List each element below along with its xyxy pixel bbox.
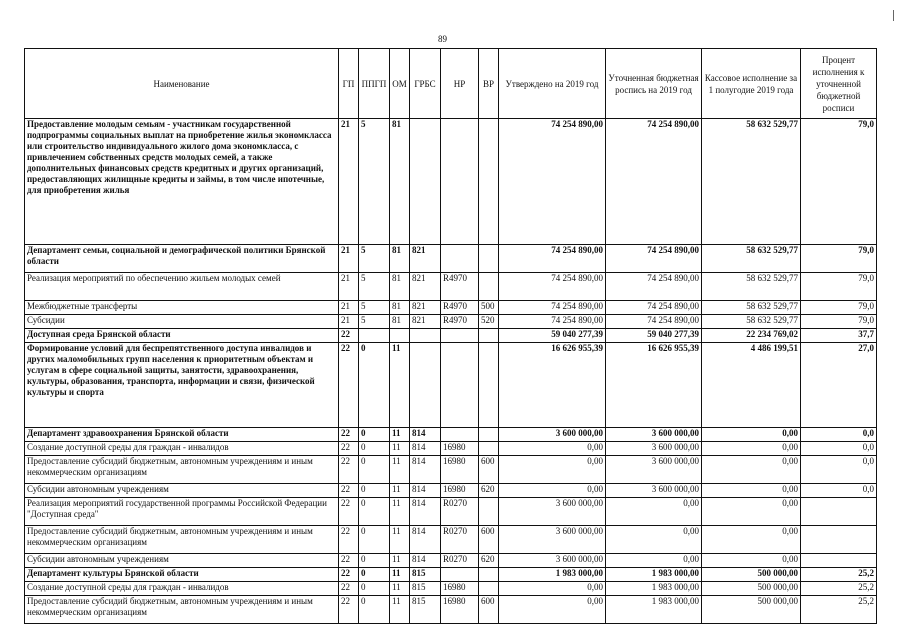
cell-refined: 3 600 000,00 — [606, 428, 702, 442]
cell-vr: 500 — [479, 301, 499, 315]
cell-grbs: 821 — [410, 315, 441, 329]
cell-om: 11 — [390, 456, 410, 484]
cell-om: 11 — [390, 428, 410, 442]
cell-refined: 3 600 000,00 — [606, 442, 702, 456]
cell-gp: 22 — [339, 442, 359, 456]
cell-ppgp: 0 — [359, 343, 390, 428]
cell-np — [441, 245, 479, 273]
cell-vr — [479, 582, 499, 596]
cell-refined: 1 983 000,00 — [606, 568, 702, 582]
cell-ppgp: 0 — [359, 484, 390, 498]
header-approved: Утверждено на 2019 год — [499, 49, 606, 119]
cell-ppgp: 0 — [359, 498, 390, 526]
cell-refined: 1 983 000,00 — [606, 596, 702, 624]
cell-approved: 3 600 000,00 — [499, 428, 606, 442]
header-grbs: ГРБС — [410, 49, 441, 119]
cell-approved: 0,00 — [499, 484, 606, 498]
cell-name: Субсидии автономным учреждениям — [25, 554, 339, 568]
header-np: НР — [441, 49, 479, 119]
page-number: 89 — [438, 34, 447, 44]
cell-om: 11 — [390, 582, 410, 596]
cell-gp: 22 — [339, 484, 359, 498]
cell-vr: 600 — [479, 456, 499, 484]
cell-gp: 21 — [339, 301, 359, 315]
cell-name: Департамент семьи, социальной и демографической политики Брянской области — [25, 245, 339, 273]
cell-vr — [479, 329, 499, 343]
cell-gp: 21 — [339, 245, 359, 273]
table-row — [25, 442, 877, 456]
cell-name: Субсидии автономным учреждениям — [25, 484, 339, 498]
table-row — [25, 301, 877, 315]
cell-name: Предоставление молодым семьям - участникам государственной подпрограммы социальных выплат на приобретение жилья экономкласса или строительство индивидуального жилого дома экономкласса, с привлечением собственных средств молодых семей, а также дополнительных финансовых средств кредитных и других организаций, предоставляющих жилищные кредиты и займы, в том числе ипотечные, для приобретения жилья — [25, 119, 339, 245]
cell-np: R0270 — [441, 526, 479, 554]
cell-approved: 16 626 955,39 — [499, 343, 606, 428]
cell-om: 81 — [390, 273, 410, 301]
header-gp: ГП — [339, 49, 359, 119]
cell-percent: 0,0 — [801, 442, 877, 456]
cell-gp: 22 — [339, 428, 359, 442]
header-name: Наименование — [25, 49, 339, 119]
cell-ppgp: 0 — [359, 554, 390, 568]
cell-approved: 74 254 890,00 — [499, 301, 606, 315]
cell-gp: 21 — [339, 273, 359, 301]
cell-np: R0270 — [441, 554, 479, 568]
cell-refined: 0,00 — [606, 526, 702, 554]
cell-np — [441, 119, 479, 245]
cell-cash: 0,00 — [702, 498, 801, 526]
table-body — [25, 119, 877, 624]
cell-name: Формирование условий для беспрепятственного доступа инвалидов и других маломобильных групп населения к приоритетным объектам и услугам в сфере социальной защиты, занятости, здравоохранения, культуры, образования, транспорта, информации и связи, физической культуры и спорта — [25, 343, 339, 428]
cell-cash: 0,00 — [702, 554, 801, 568]
cell-om — [390, 329, 410, 343]
cell-vr: 620 — [479, 554, 499, 568]
cell-np: R4970 — [441, 273, 479, 301]
cell-cash: 500 000,00 — [702, 596, 801, 624]
cell-np: 16980 — [441, 484, 479, 498]
cell-np: R4970 — [441, 315, 479, 329]
cell-approved: 0,00 — [499, 456, 606, 484]
cell-name: Предоставление субсидий бюджетным, автономным учреждениям и иным некоммерческим организациям — [25, 526, 339, 554]
cell-name: Доступная среда Брянской области — [25, 329, 339, 343]
cell-ppgp: 0 — [359, 442, 390, 456]
header-percent: Процент исполнения к уточненной бюджетной росписи — [801, 49, 877, 119]
cell-om: 11 — [390, 568, 410, 582]
table-row — [25, 343, 877, 428]
cell-cash: 58 632 529,77 — [702, 245, 801, 273]
cell-cash: 0,00 — [702, 526, 801, 554]
cell-gp: 22 — [339, 568, 359, 582]
header-refined: Уточненная бюджетная роспись на 2019 год — [606, 49, 702, 119]
cell-percent: 79,0 — [801, 315, 877, 329]
cell-ppgp: 5 — [359, 273, 390, 301]
cell-gp: 21 — [339, 119, 359, 245]
cell-grbs: 821 — [410, 273, 441, 301]
cell-percent: 79,0 — [801, 245, 877, 273]
header-om: ОМ — [390, 49, 410, 119]
cell-percent: 25,2 — [801, 568, 877, 582]
table-row — [25, 273, 877, 301]
cell-vr — [479, 273, 499, 301]
cell-percent: 79,0 — [801, 273, 877, 301]
cell-np: 16980 — [441, 596, 479, 624]
cell-gp: 21 — [339, 315, 359, 329]
cell-cash: 22 234 769,02 — [702, 329, 801, 343]
cell-vr: 620 — [479, 484, 499, 498]
cell-percent: 27,0 — [801, 343, 877, 428]
cell-gp: 22 — [339, 526, 359, 554]
cell-ppgp: 0 — [359, 428, 390, 442]
cell-name: Предоставление субсидий бюджетным, автономным учреждениям и иным некоммерческим организациям — [25, 596, 339, 624]
cell-cash: 0,00 — [702, 428, 801, 442]
cell-name: Департамент здравоохранения Брянской области — [25, 428, 339, 442]
cell-name: Субсидии — [25, 315, 339, 329]
cell-approved: 0,00 — [499, 442, 606, 456]
cell-refined: 74 254 890,00 — [606, 273, 702, 301]
header-vr: ВР — [479, 49, 499, 119]
cell-vr — [479, 245, 499, 273]
cell-approved: 74 254 890,00 — [499, 245, 606, 273]
cell-cash: 58 632 529,77 — [702, 301, 801, 315]
cell-cash: 500 000,00 — [702, 568, 801, 582]
cell-ppgp: 5 — [359, 245, 390, 273]
header-cash: Кассовое исполнение за 1 полугодие 2019 года — [702, 49, 801, 119]
cell-vr — [479, 498, 499, 526]
cell-refined: 74 254 890,00 — [606, 119, 702, 245]
cell-om: 81 — [390, 301, 410, 315]
cell-grbs: 815 — [410, 596, 441, 624]
cell-cash: 0,00 — [702, 456, 801, 484]
table-row — [25, 245, 877, 273]
cell-grbs: 814 — [410, 456, 441, 484]
cell-vr: 520 — [479, 315, 499, 329]
page-edge-mark — [893, 10, 894, 21]
cell-ppgp: 0 — [359, 596, 390, 624]
cell-grbs: 815 — [410, 568, 441, 582]
cell-gp: 22 — [339, 456, 359, 484]
cell-percent — [801, 498, 877, 526]
cell-grbs: 821 — [410, 301, 441, 315]
cell-np — [441, 568, 479, 582]
cell-approved: 0,00 — [499, 596, 606, 624]
cell-percent: 25,2 — [801, 596, 877, 624]
cell-refined: 74 254 890,00 — [606, 301, 702, 315]
cell-refined: 59 040 277,39 — [606, 329, 702, 343]
cell-np: 16980 — [441, 442, 479, 456]
cell-approved: 1 983 000,00 — [499, 568, 606, 582]
cell-percent: 0,0 — [801, 428, 877, 442]
cell-percent: 79,0 — [801, 119, 877, 245]
cell-vr — [479, 119, 499, 245]
table-row — [25, 315, 877, 329]
table-row — [25, 428, 877, 442]
cell-grbs: 814 — [410, 554, 441, 568]
cell-ppgp — [359, 329, 390, 343]
cell-refined: 74 254 890,00 — [606, 245, 702, 273]
cell-grbs: 814 — [410, 442, 441, 456]
table-row — [25, 596, 877, 624]
cell-vr: 600 — [479, 526, 499, 554]
cell-name: Реализация мероприятий по обеспечению жильем молодых семей — [25, 273, 339, 301]
cell-name: Предоставление субсидий бюджетным, автономным учреждениям и иным некоммерческим организациям — [25, 456, 339, 484]
cell-percent — [801, 526, 877, 554]
cell-refined: 1 983 000,00 — [606, 582, 702, 596]
cell-om: 81 — [390, 315, 410, 329]
cell-np: 16980 — [441, 456, 479, 484]
table-row — [25, 484, 877, 498]
cell-cash: 0,00 — [702, 484, 801, 498]
table-row — [25, 526, 877, 554]
cell-percent: 25,2 — [801, 582, 877, 596]
cell-approved: 74 254 890,00 — [499, 315, 606, 329]
cell-vr: 600 — [479, 596, 499, 624]
cell-gp: 22 — [339, 554, 359, 568]
cell-ppgp: 0 — [359, 526, 390, 554]
cell-percent — [801, 554, 877, 568]
cell-name: Межбюджетные трансферты — [25, 301, 339, 315]
cell-percent: 0,0 — [801, 456, 877, 484]
cell-approved: 59 040 277,39 — [499, 329, 606, 343]
cell-refined: 0,00 — [606, 498, 702, 526]
cell-om: 11 — [390, 526, 410, 554]
table-row — [25, 498, 877, 526]
cell-grbs: 814 — [410, 428, 441, 442]
table-row — [25, 568, 877, 582]
cell-om: 11 — [390, 596, 410, 624]
table-row — [25, 329, 877, 343]
cell-refined: 74 254 890,00 — [606, 315, 702, 329]
cell-cash: 4 486 199,51 — [702, 343, 801, 428]
cell-ppgp: 5 — [359, 315, 390, 329]
cell-np: R4970 — [441, 301, 479, 315]
cell-cash: 0,00 — [702, 442, 801, 456]
cell-gp: 22 — [339, 343, 359, 428]
cell-approved: 74 254 890,00 — [499, 273, 606, 301]
cell-gp: 22 — [339, 582, 359, 596]
cell-percent: 37,7 — [801, 329, 877, 343]
cell-percent: 79,0 — [801, 301, 877, 315]
cell-ppgp: 5 — [359, 301, 390, 315]
cell-refined: 3 600 000,00 — [606, 484, 702, 498]
cell-vr — [479, 442, 499, 456]
cell-percent: 0,0 — [801, 484, 877, 498]
cell-vr — [479, 428, 499, 442]
cell-om: 11 — [390, 498, 410, 526]
table-header-row — [25, 49, 877, 119]
cell-cash: 58 632 529,77 — [702, 315, 801, 329]
cell-om: 11 — [390, 484, 410, 498]
cell-cash: 58 632 529,77 — [702, 119, 801, 245]
cell-grbs — [410, 119, 441, 245]
cell-refined: 0,00 — [606, 554, 702, 568]
cell-grbs: 814 — [410, 526, 441, 554]
cell-ppgp: 0 — [359, 568, 390, 582]
cell-name: Создание доступной среды для граждан - инвалидов — [25, 582, 339, 596]
cell-refined: 16 626 955,39 — [606, 343, 702, 428]
cell-np — [441, 329, 479, 343]
budget-table — [24, 48, 877, 624]
header-ppgp: ППГП — [359, 49, 390, 119]
table-row — [25, 119, 877, 245]
cell-gp: 22 — [339, 329, 359, 343]
cell-ppgp: 0 — [359, 456, 390, 484]
cell-om: 11 — [390, 442, 410, 456]
cell-vr — [479, 568, 499, 582]
cell-name: Создание доступной среды для граждан - инвалидов — [25, 442, 339, 456]
cell-np — [441, 428, 479, 442]
cell-cash: 58 632 529,77 — [702, 273, 801, 301]
cell-np: 16980 — [441, 582, 479, 596]
cell-np — [441, 343, 479, 428]
cell-approved: 3 600 000,00 — [499, 526, 606, 554]
cell-cash: 500 000,00 — [702, 582, 801, 596]
cell-refined: 3 600 000,00 — [606, 456, 702, 484]
cell-approved: 74 254 890,00 — [499, 119, 606, 245]
cell-grbs: 814 — [410, 498, 441, 526]
cell-approved: 3 600 000,00 — [499, 554, 606, 568]
cell-name: Департамент культуры Брянской области — [25, 568, 339, 582]
cell-gp: 22 — [339, 498, 359, 526]
cell-vr — [479, 343, 499, 428]
cell-np: R0270 — [441, 498, 479, 526]
table-row — [25, 554, 877, 568]
cell-om: 11 — [390, 554, 410, 568]
cell-gp: 22 — [339, 596, 359, 624]
cell-om: 11 — [390, 343, 410, 428]
cell-grbs: 821 — [410, 245, 441, 273]
cell-om: 81 — [390, 119, 410, 245]
table-row — [25, 456, 877, 484]
cell-ppgp: 5 — [359, 119, 390, 245]
cell-om: 81 — [390, 245, 410, 273]
cell-grbs: 814 — [410, 484, 441, 498]
cell-name: Реализация мероприятий государственной программы Российской Федерации "Доступная среда" — [25, 498, 339, 526]
cell-grbs — [410, 329, 441, 343]
cell-ppgp: 0 — [359, 582, 390, 596]
cell-grbs — [410, 343, 441, 428]
cell-approved: 3 600 000,00 — [499, 498, 606, 526]
table-row — [25, 582, 877, 596]
cell-grbs: 815 — [410, 582, 441, 596]
cell-approved: 0,00 — [499, 582, 606, 596]
